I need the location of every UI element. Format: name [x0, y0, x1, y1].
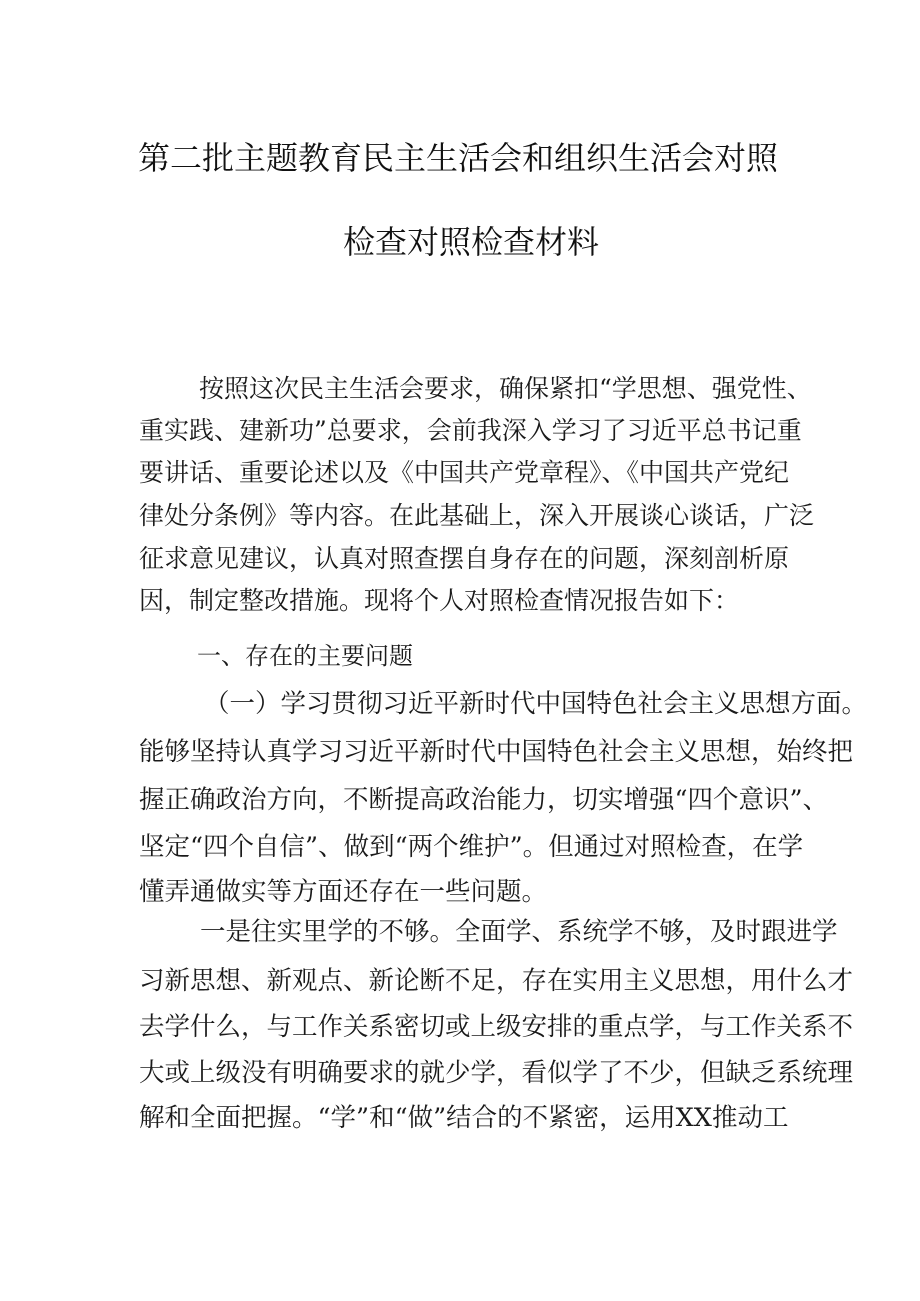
- document-title-line-1: 第二批主题教育民主生活会和组织生活会对照: [138, 139, 779, 177]
- subsection-line: 握正确政治方向，不断提高政治能力，切实增强“四个意识”、: [139, 785, 829, 815]
- point-line: 解和全面把握。“学”和“做”结合的不紧密，运用XX推动工: [139, 1103, 789, 1133]
- intro-line: 律处分条例》等内容。在此基础上，深入开展谈心谈话，广泛: [139, 501, 815, 530]
- document-title-line-2: 检查对照检查材料: [343, 223, 600, 261]
- intro-line: 因，制定整改措施。现将个人对照检查情况报告如下：: [139, 586, 740, 615]
- intro-line: 按照这次民主生活会要求，确保紧扣“学思想、强党性、: [199, 374, 812, 403]
- point-line: 习新思想、新观点、新论断不足，存在实用主义思想，用什么才: [139, 966, 854, 996]
- point-line: 去学什么，与工作关系密切或上级安排的重点学，与工作关系不: [139, 1012, 854, 1042]
- point-line: 大或上级没有明确要求的就少学，看似学了不少，但缺乏系统理: [139, 1058, 854, 1088]
- subsection-line: 坚定“四个自信”、做到“两个维护”。但通过对照检查，在学: [139, 832, 804, 862]
- point-line: 一是往实里学的不够。全面学、系统学不够，及时跟进学: [200, 917, 838, 947]
- intro-line: 要讲话、重要论述以及《中国共产党章程》、《中国共产党纪: [139, 458, 790, 487]
- subsection-line: 能够坚持认真学习习近平新时代中国特色社会主义思想，始终把: [139, 737, 854, 767]
- intro-line: 重实践、建新功”总要求，会前我深入学习了习近平总书记重: [139, 416, 802, 445]
- subsection-line: 懂弄通做实等方面还存在一些问题。: [139, 877, 548, 907]
- section-heading: 一、存在的主要问题: [197, 642, 413, 670]
- subsection-line: （一）学习贯彻习近平新时代中国特色社会主义思想方面。: [204, 689, 868, 719]
- intro-line: 征求意见建议，认真对照查摆自身存在的问题，深刻剖析原: [139, 544, 790, 573]
